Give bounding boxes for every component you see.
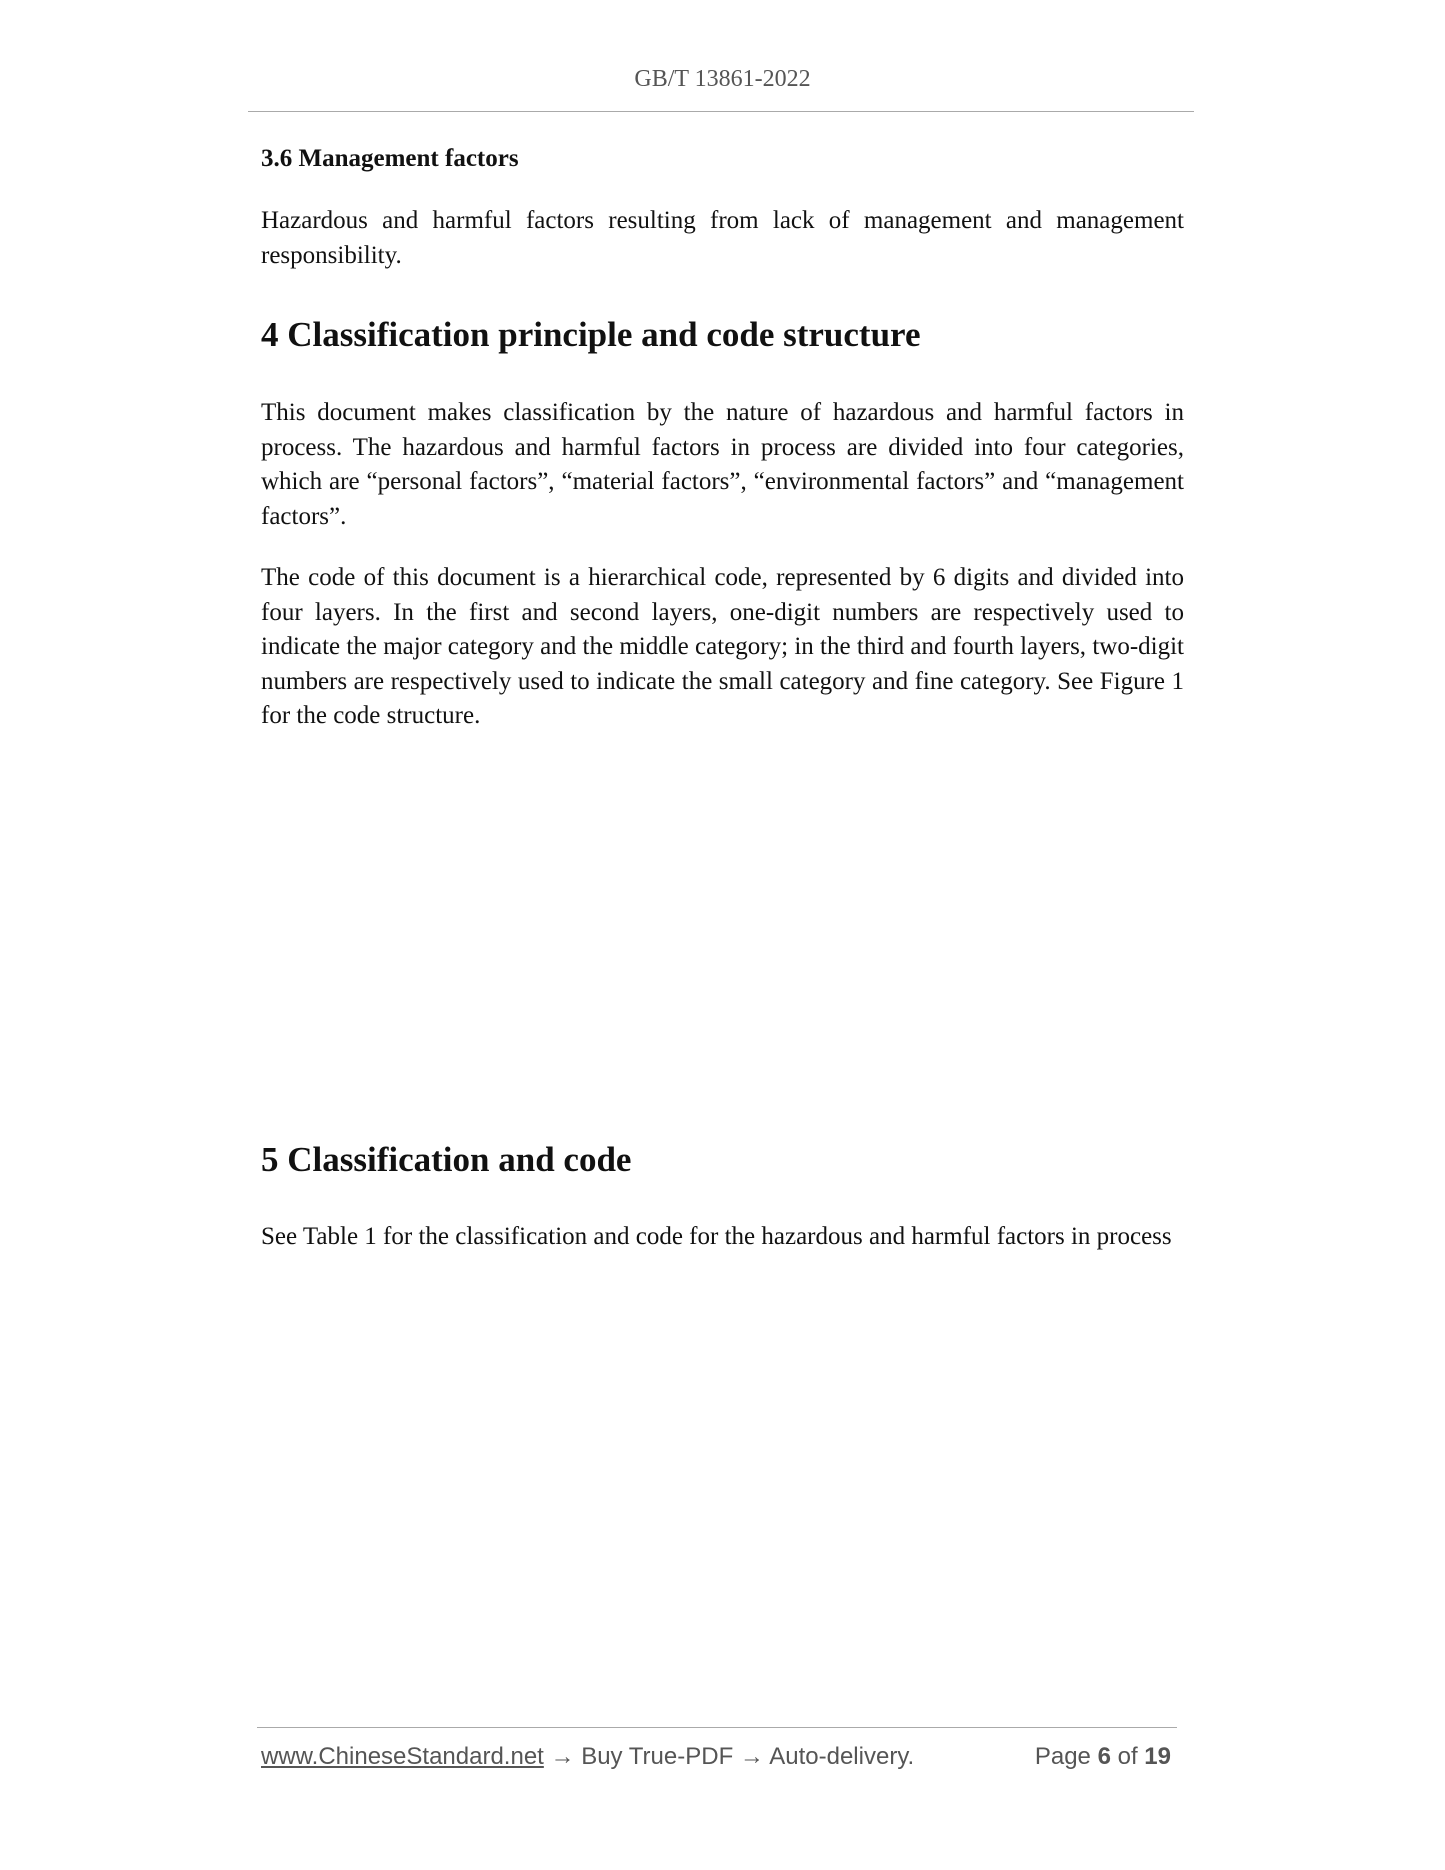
section-4-paragraph-1: This document makes classification by the nature of hazardous and harmful factors in process. The hazardous and harmful factors in process are divided into four categories, which are “personal factors”, “material factors”, “environmental factors” and “management factors”.	[261, 399, 1184, 530]
footer-buy-text: Buy True-PDF	[581, 1743, 734, 1770]
section-5-paragraph-1: See Table 1 for the classification and code for the hazardous and harmful factors in process	[261, 1223, 1172, 1250]
footer	[261, 1743, 1177, 1771]
section-4-paragraph-2: The code of this document is a hierarchical code, represented by 6 digits and divided into four layers. In the first and second layers, one-digit numbers are respectively used to indicate the major category and the middle category; in the third and fourth layers, two-digit numbers are respectively used to indicate the small category and fine category. See Figure 1 for the code structure.	[261, 564, 1184, 729]
section-3-6-heading: 3.6 Management factors	[261, 145, 519, 172]
section-5-heading: 5 Classification and code	[261, 1140, 632, 1179]
page-indicator	[1035, 1743, 1171, 1771]
footer-divider	[257, 1727, 1177, 1728]
page-of: of	[1117, 1743, 1138, 1770]
footer-delivery-text: Auto-delivery.	[769, 1743, 915, 1770]
page-total: 19	[1144, 1743, 1171, 1770]
page-current: 6	[1097, 1743, 1111, 1770]
arrow-right-icon: →	[739, 1743, 764, 1770]
page-label: Page	[1034, 1743, 1091, 1770]
arrow-right-icon: →	[550, 1743, 575, 1770]
header-divider	[248, 111, 1194, 112]
section-4-heading: 4 Classification principle and code structure	[261, 315, 921, 354]
header-standard-code: GB/T 13861-2022	[634, 66, 811, 92]
footer-website-link[interactable]: www.ChineseStandard.net	[261, 1743, 544, 1770]
section-3-6-body: Hazardous and harmful factors resulting from lack of management and management responsibility.	[261, 207, 1184, 269]
